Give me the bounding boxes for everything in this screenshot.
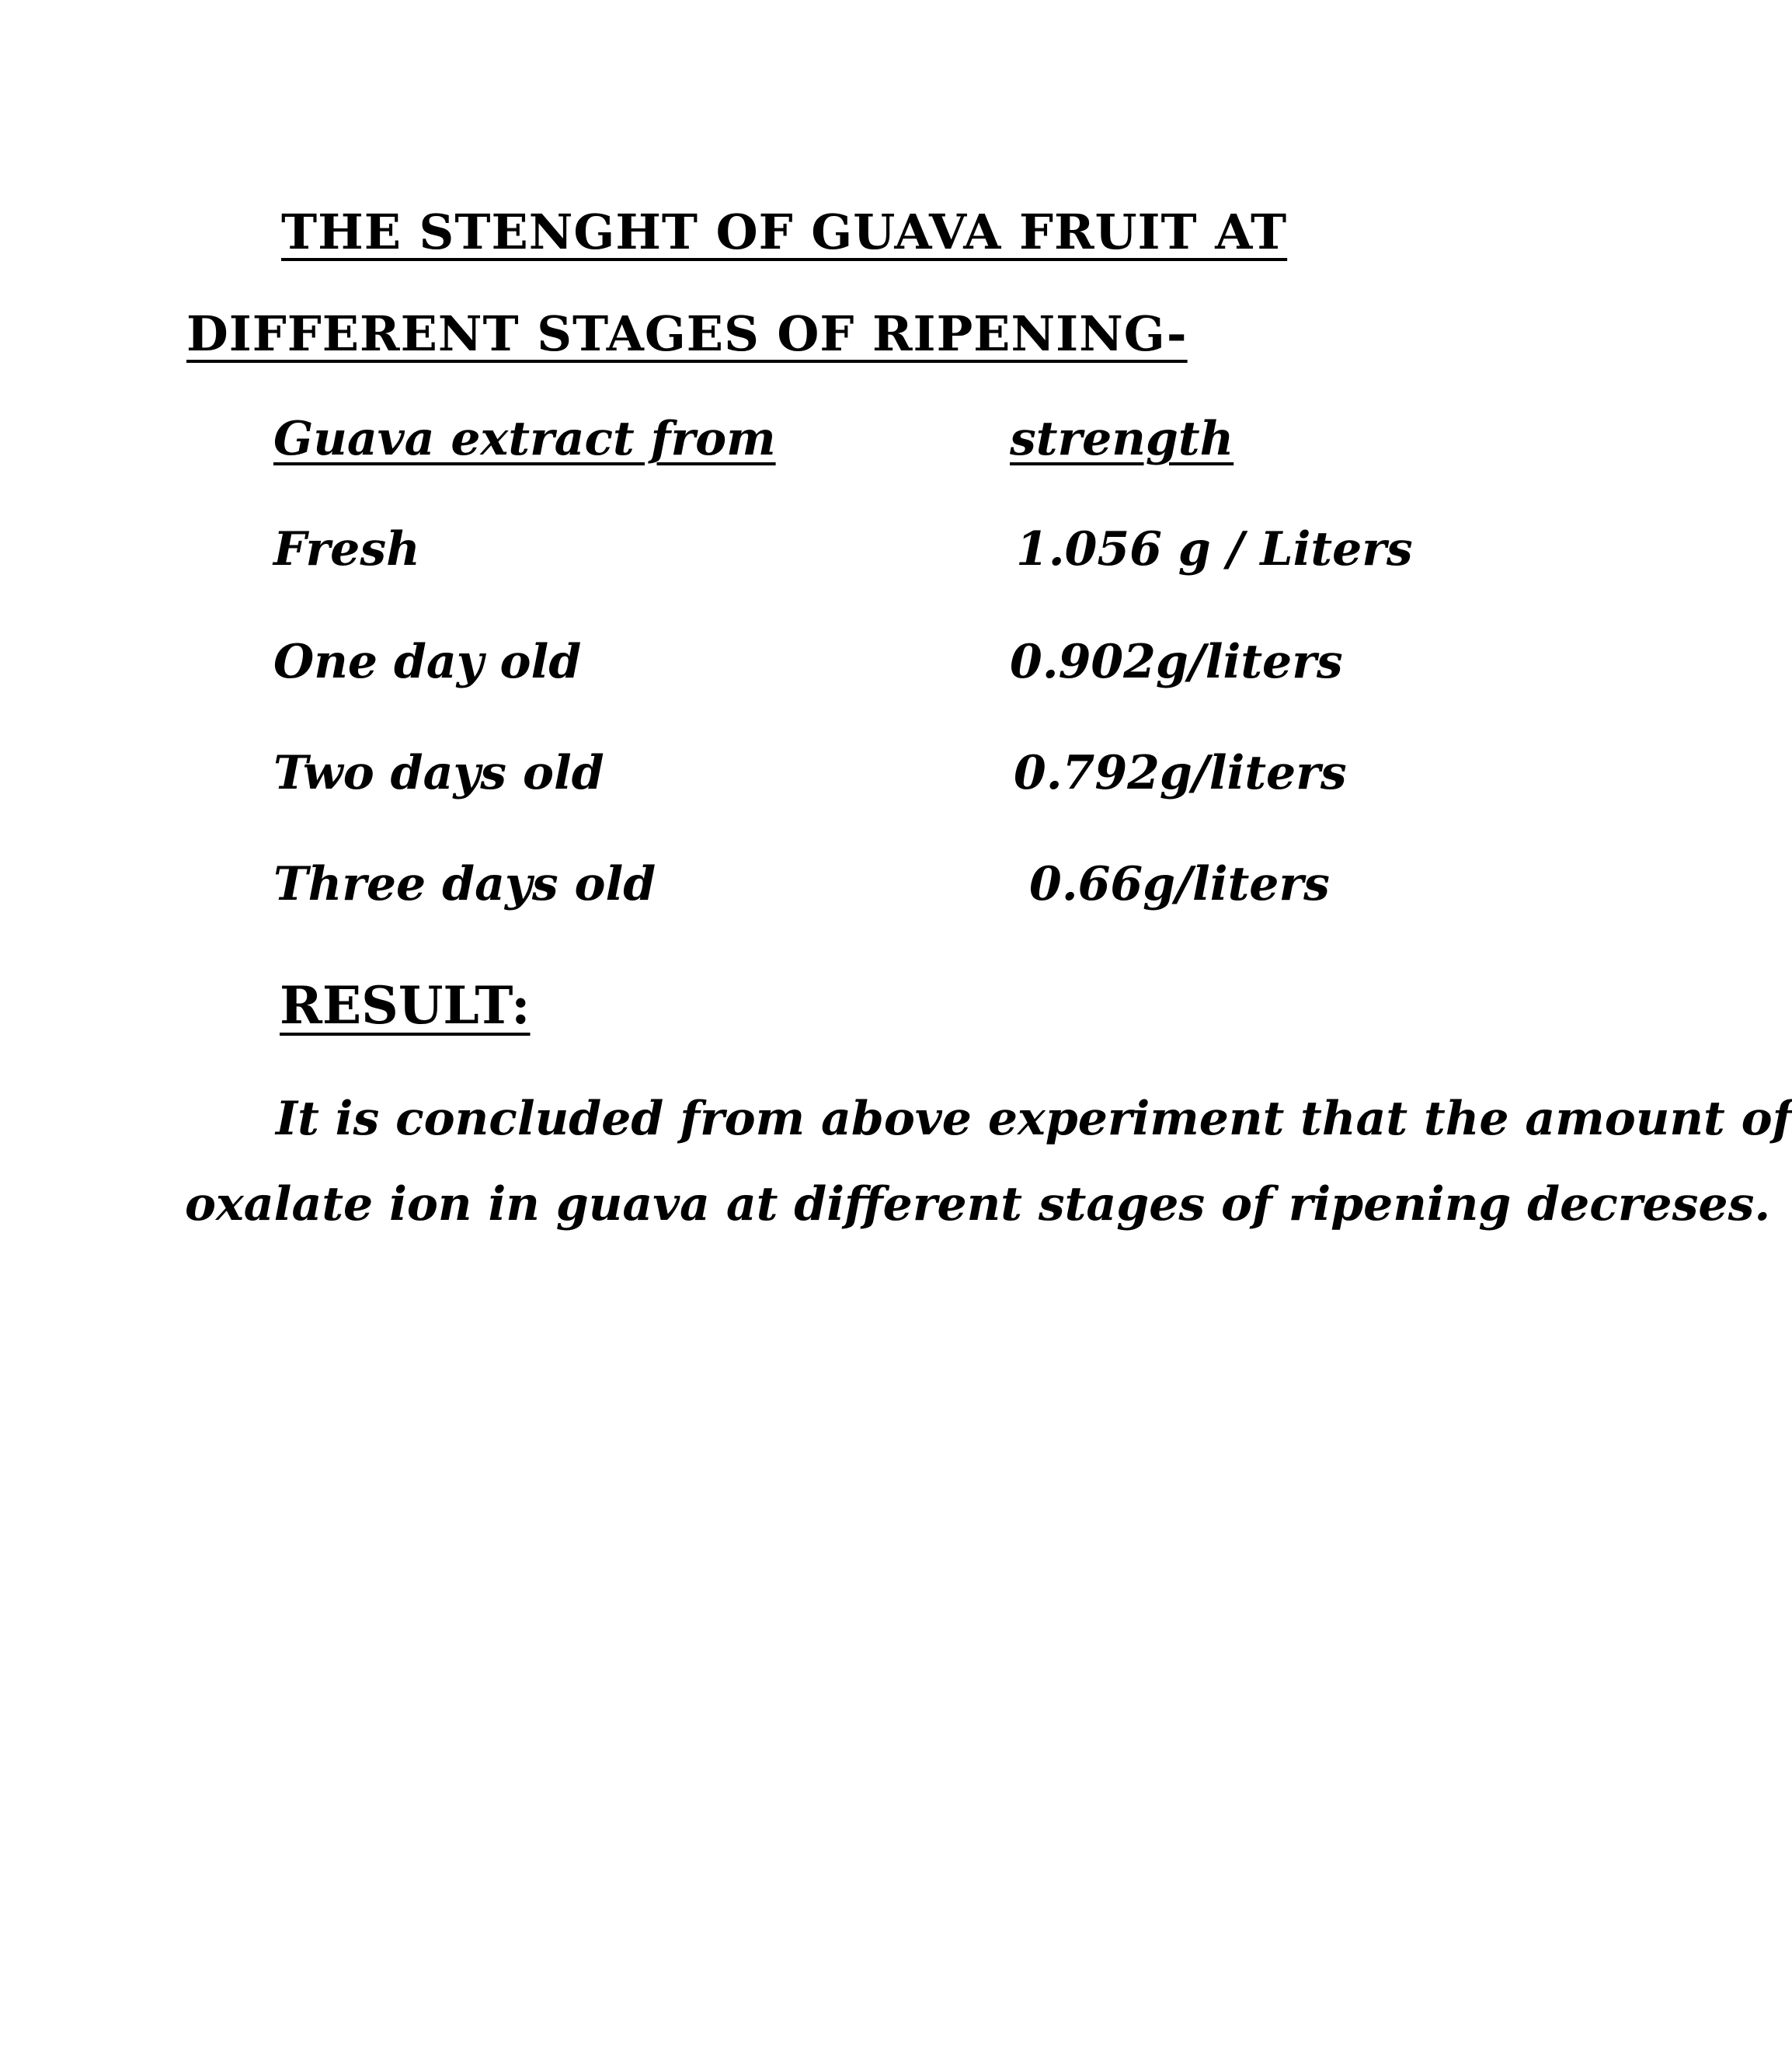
- conclusion-line-1: It is concluded from above experiment that the amount of: [276, 1092, 1792, 1146]
- column-header-extract: Guava extract from: [273, 412, 776, 466]
- title-line-2: DIFFERENT STAGES OF RIPENING-: [186, 305, 1188, 362]
- table-row-value: 1.056 g / Liters: [1016, 522, 1413, 577]
- table-row-label: Fresh: [273, 522, 420, 577]
- table-row-label: Two days old: [273, 746, 604, 800]
- result-heading: RESULT:: [280, 975, 531, 1036]
- conclusion-line-2: oxalate ion in guava at different stages of ripening decreses.: [185, 1177, 1771, 1232]
- table-row-value: 0.902g/liters: [1010, 635, 1343, 689]
- column-header-strength: strength: [1010, 412, 1234, 466]
- table-row-label: Three days old: [273, 857, 656, 911]
- title-line-1: THE STENGHT OF GUAVA FRUIT AT: [281, 204, 1288, 260]
- table-row-value: 0.792g/liters: [1014, 746, 1347, 800]
- table-row-value: 0.66g/liters: [1029, 857, 1330, 911]
- table-row-label: One day old: [273, 635, 582, 689]
